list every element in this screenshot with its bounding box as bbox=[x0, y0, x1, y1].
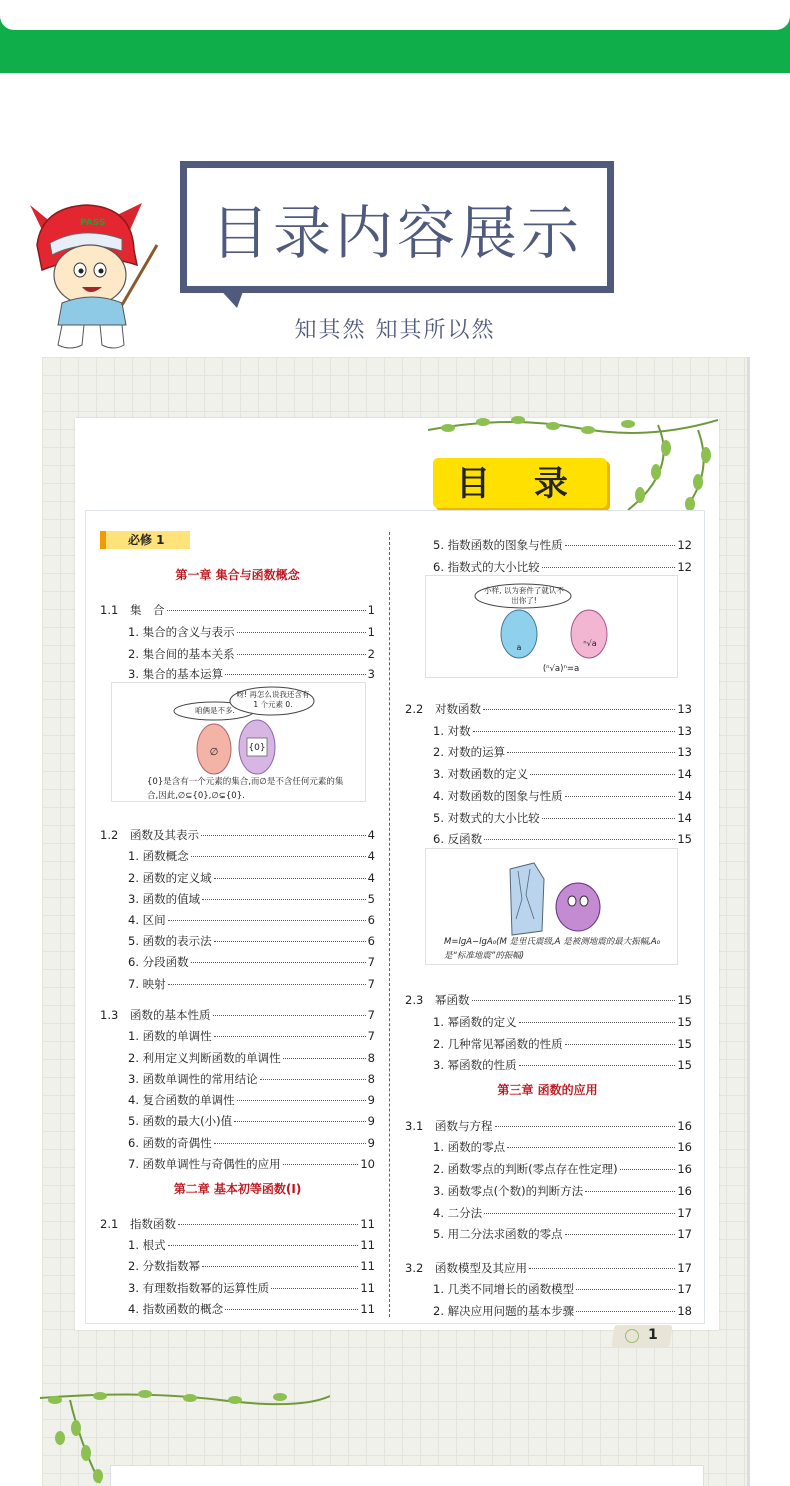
quake-illustration bbox=[425, 848, 678, 965]
toc-entry[interactable] bbox=[433, 1205, 692, 1221]
leader-dots bbox=[202, 1266, 358, 1267]
leader-dots bbox=[542, 818, 676, 819]
toc-entry[interactable] bbox=[433, 537, 692, 553]
leader-dots bbox=[283, 1164, 359, 1165]
toc-entry[interactable] bbox=[128, 1258, 375, 1274]
toc-entry-page: 15 bbox=[677, 832, 692, 846]
toc-entry[interactable] bbox=[433, 810, 692, 826]
toc-entry[interactable] bbox=[100, 827, 375, 843]
toc-entry-title: 5. 对数式的大小比较 bbox=[433, 811, 540, 825]
set-caption: {0}是含有一个元素的集合,而∅是不含任何元素的集合,因此,∅⊆{0},∅⊊{0}. bbox=[147, 777, 344, 801]
toc-entry-page: 13 bbox=[677, 702, 692, 716]
toc-entry-title: 2. 利用定义判断函数的单调性 bbox=[128, 1051, 281, 1065]
leader-dots bbox=[260, 1079, 366, 1080]
leader-dots bbox=[168, 1245, 359, 1246]
toc-entry-number: 2.2 bbox=[405, 702, 424, 716]
toc-entry-page: 6 bbox=[367, 934, 375, 948]
toc-entry[interactable] bbox=[128, 1301, 375, 1317]
vine-decoration-bottom bbox=[40, 1388, 330, 1486]
page-number-box bbox=[611, 1325, 672, 1347]
toc-entry-title: 6. 函数的奇偶性 bbox=[128, 1136, 212, 1150]
toc-entry-page: 14 bbox=[677, 789, 692, 803]
leader-dots bbox=[519, 1065, 676, 1066]
toc-entry-title: 1. 对数 bbox=[433, 724, 471, 738]
toc-entry-title: 3. 函数单调性的常用结论 bbox=[128, 1072, 258, 1086]
toc-entry-title: 3. 函数的值域 bbox=[128, 892, 201, 906]
leader-dots bbox=[201, 835, 366, 836]
toc-entry-page: 11 bbox=[360, 1281, 375, 1295]
toc-entry-title: 4. 复合函数的单调性 bbox=[128, 1093, 235, 1107]
toc-entry-page: 1 bbox=[367, 625, 375, 639]
toc-entry-number: 3.1 bbox=[405, 1119, 424, 1133]
toc-entry[interactable] bbox=[100, 1007, 375, 1023]
leader-dots bbox=[542, 567, 676, 568]
toc-entry[interactable] bbox=[433, 744, 692, 760]
toc-entry-page: 16 bbox=[677, 1184, 692, 1198]
toc-entry[interactable] bbox=[128, 848, 375, 864]
toc-entry-title: 1. 函数概念 bbox=[128, 849, 189, 863]
toc-entry-title: 6. 指数式的大小比较 bbox=[433, 560, 540, 574]
leader-dots bbox=[484, 839, 675, 840]
leader-dots bbox=[620, 1169, 676, 1170]
toc-entry-page: 11 bbox=[360, 1238, 375, 1252]
toc-entry-title: 函数模型及其应用 bbox=[435, 1261, 527, 1275]
toc-entry-page: 18 bbox=[677, 1304, 692, 1318]
root-label-a: a bbox=[516, 643, 522, 652]
toc-entry-title: 6. 反函数 bbox=[433, 832, 483, 846]
toc-entry-title: 3. 对数函数的定义 bbox=[433, 767, 529, 781]
leader-dots bbox=[585, 1191, 675, 1192]
toc-entry-title: 对数函数 bbox=[435, 702, 481, 716]
toc-entry-title: 4. 指数函数的概念 bbox=[128, 1302, 224, 1316]
leader-dots bbox=[473, 731, 676, 732]
toc-entry[interactable] bbox=[405, 1118, 692, 1134]
toc-entry[interactable] bbox=[128, 976, 375, 992]
toc-entry-page: 2 bbox=[367, 647, 375, 661]
top-green-bar bbox=[0, 0, 790, 73]
toc-entry-page: 12 bbox=[677, 538, 692, 552]
toc-entry-page: 4 bbox=[367, 849, 375, 863]
root-label-nth: ⁿ√a bbox=[583, 639, 597, 648]
leader-dots bbox=[214, 1036, 366, 1037]
set-bubble-left: 咱俩是不多. bbox=[195, 706, 235, 715]
leader-dots bbox=[495, 1126, 676, 1127]
toc-entry[interactable] bbox=[433, 559, 692, 575]
toc-entry-title: 3. 集合的基本运算 bbox=[128, 667, 224, 681]
toc-entry-page: 16 bbox=[677, 1119, 692, 1133]
toc-entry[interactable] bbox=[128, 1237, 375, 1253]
leader-dots bbox=[507, 752, 675, 753]
toc-entry[interactable] bbox=[433, 1036, 692, 1052]
toc-entry-title: 1. 根式 bbox=[128, 1238, 166, 1252]
toc-entry-title: 幂函数 bbox=[435, 993, 470, 1007]
toc-entry[interactable] bbox=[433, 1161, 692, 1177]
toc-entry-page: 1 bbox=[367, 603, 375, 617]
toc-entry[interactable] bbox=[100, 602, 375, 618]
leader-dots bbox=[565, 1234, 676, 1235]
toc-entry-page: 8 bbox=[367, 1072, 375, 1086]
toc-entry-title: 4. 二分法 bbox=[433, 1206, 483, 1220]
toc-entry-title: 1. 几类不同增长的函数模型 bbox=[433, 1282, 575, 1296]
toc-entry-title: 5. 用二分法求函数的零点 bbox=[433, 1227, 563, 1241]
toc-entry-title: 函数的基本性质 bbox=[130, 1008, 211, 1022]
top-white-strip bbox=[0, 0, 790, 30]
toc-entry[interactable] bbox=[128, 646, 375, 662]
title-banner bbox=[180, 161, 614, 293]
toc-entry[interactable] bbox=[405, 1260, 692, 1276]
toc-entry[interactable] bbox=[433, 766, 692, 782]
toc-entry-page: 14 bbox=[677, 811, 692, 825]
toc-entry[interactable] bbox=[433, 1139, 692, 1155]
toc-entry-page: 6 bbox=[367, 913, 375, 927]
leader-dots bbox=[565, 796, 676, 797]
leader-dots bbox=[484, 1213, 675, 1214]
toc-entry-title: 7. 映射 bbox=[128, 977, 166, 991]
toc-entry-page: 7 bbox=[367, 1029, 375, 1043]
leader-dots bbox=[271, 1288, 358, 1289]
toc-entry-title: 2. 函数的定义域 bbox=[128, 871, 212, 885]
toc-entry-title: 4. 对数函数的图象与性质 bbox=[433, 789, 563, 803]
toc-entry-page: 4 bbox=[367, 828, 375, 842]
toc-entry-page: 17 bbox=[677, 1282, 692, 1296]
toc-entry[interactable] bbox=[128, 1050, 375, 1066]
toc-entry[interactable] bbox=[128, 624, 375, 640]
toc-entry-title: 1. 集合的含义与表示 bbox=[128, 625, 235, 639]
toc-entry-page: 17 bbox=[677, 1261, 692, 1275]
toc-entry-title: 2. 解决应用问题的基本步骤 bbox=[433, 1304, 575, 1318]
leader-dots bbox=[168, 920, 366, 921]
toc-entry[interactable] bbox=[128, 1280, 375, 1296]
leader-dots bbox=[168, 984, 366, 985]
section-tag: 必修 1 bbox=[100, 531, 190, 549]
toc-entry[interactable] bbox=[100, 1216, 375, 1232]
toc-entry[interactable] bbox=[433, 831, 692, 847]
toc-entry[interactable] bbox=[433, 1183, 692, 1199]
toc-entry-page: 8 bbox=[367, 1051, 375, 1065]
toc-entry[interactable] bbox=[128, 933, 375, 949]
toc-entry[interactable] bbox=[433, 1281, 692, 1297]
toc-entry-page: 12 bbox=[677, 560, 692, 574]
leader-dots bbox=[191, 962, 366, 963]
toc-entry[interactable] bbox=[405, 701, 692, 717]
toc-entry-number: 2.1 bbox=[100, 1217, 119, 1231]
leader-dots bbox=[214, 941, 366, 942]
toc-entry-page: 7 bbox=[367, 977, 375, 991]
toc-entry-page: 17 bbox=[677, 1206, 692, 1220]
leader-dots bbox=[214, 1143, 366, 1144]
banner-title: 目录内容展示 bbox=[210, 199, 583, 267]
contents-heading: 目 录 bbox=[433, 458, 607, 508]
leader-dots bbox=[283, 1058, 366, 1059]
toc-entry-title: 2. 分数指数幂 bbox=[128, 1259, 201, 1273]
page-number: 1 bbox=[648, 1327, 658, 1343]
leader-dots bbox=[234, 1121, 366, 1122]
toc-entry-page: 7 bbox=[367, 1008, 375, 1022]
chapter-3-title[interactable]: 第三章 函数的应用 bbox=[497, 1083, 598, 1097]
toc-entry-page: 9 bbox=[367, 1093, 375, 1107]
toc-entry-title: 3. 有理数指数幂的运算性质 bbox=[128, 1281, 270, 1295]
set-illustration bbox=[111, 682, 366, 802]
toc-entry-page: 3 bbox=[367, 667, 375, 681]
toc-entry-page: 4 bbox=[367, 871, 375, 885]
toc-entry[interactable] bbox=[128, 1071, 375, 1087]
toc-entry-title: 2. 函数零点的判断(零点存在性定理) bbox=[433, 1162, 618, 1176]
leader-dots bbox=[225, 1309, 358, 1310]
leader-dots bbox=[576, 1311, 675, 1312]
leader-dots bbox=[191, 856, 366, 857]
toc-entry-page: 13 bbox=[677, 745, 692, 759]
toc-entry[interactable] bbox=[128, 912, 375, 928]
toc-entry[interactable] bbox=[128, 954, 375, 970]
toc-entry-page: 16 bbox=[677, 1162, 692, 1176]
leader-dots bbox=[483, 709, 675, 710]
toc-entry[interactable] bbox=[433, 723, 692, 739]
leader-dots bbox=[530, 774, 675, 775]
cap-label: PASS bbox=[80, 218, 106, 228]
toc-entry-title: 1. 函数的单调性 bbox=[128, 1029, 212, 1043]
toc-entry-page: 15 bbox=[677, 993, 692, 1007]
leader-dots bbox=[237, 632, 366, 633]
chapter-2-title[interactable]: 第二章 基本初等函数(Ⅰ) bbox=[173, 1182, 302, 1196]
leader-dots bbox=[237, 1100, 366, 1101]
column-divider bbox=[389, 532, 390, 1317]
toc-entry-title: 5. 函数的表示法 bbox=[128, 934, 212, 948]
toc-entry[interactable] bbox=[128, 1113, 375, 1129]
toc-entry-title: 3. 函数零点(个数)的判断方法 bbox=[433, 1184, 584, 1198]
toc-entry-page: 15 bbox=[677, 1015, 692, 1029]
toc-entry-number: 2.3 bbox=[405, 993, 424, 1007]
toc-entry[interactable] bbox=[433, 1226, 692, 1242]
leader-dots bbox=[565, 545, 676, 546]
toc-entry-title: 2. 集合间的基本关系 bbox=[128, 647, 235, 661]
toc-entry-page: 11 bbox=[360, 1217, 375, 1231]
toc-entry-page: 14 bbox=[677, 767, 692, 781]
toc-entry-page: 16 bbox=[677, 1140, 692, 1154]
toc-entry-title: 3. 幂函数的性质 bbox=[433, 1058, 517, 1072]
chapter-1-title[interactable]: 第一章 集合与函数概念 bbox=[175, 568, 300, 582]
toc-entry-title: 2. 几种常见幂函数的性质 bbox=[433, 1037, 563, 1051]
toc-entry-page: 9 bbox=[367, 1136, 375, 1150]
toc-entry[interactable] bbox=[128, 1028, 375, 1044]
toc-entry-page: 7 bbox=[367, 955, 375, 969]
set-bubble-right: 呀! 再怎么说我还含有 1 个元素 0. bbox=[236, 690, 310, 709]
toc-entry-title: 4. 区间 bbox=[128, 913, 166, 927]
root-bubble: 小样, 以为套件了就认不出你了! bbox=[484, 586, 564, 605]
toc-entry[interactable] bbox=[128, 1092, 375, 1108]
toc-entry[interactable] bbox=[433, 1057, 692, 1073]
banner-subtitle: 知其然 知其所以然 bbox=[294, 318, 496, 343]
toc-entry-number: 3.2 bbox=[405, 1261, 424, 1275]
leader-dots bbox=[565, 1044, 676, 1045]
zero-set-label: {0} bbox=[248, 743, 266, 753]
root-illustration bbox=[425, 575, 678, 678]
toc-entry-title: 指数函数 bbox=[130, 1217, 176, 1231]
toc-entry[interactable] bbox=[433, 788, 692, 804]
toc-entry[interactable] bbox=[128, 666, 375, 682]
leader-dots bbox=[472, 1000, 676, 1001]
toc-entry-page: 11 bbox=[360, 1259, 375, 1273]
toc-entry-page: 5 bbox=[367, 892, 375, 906]
toc-entry-title: 函数及其表示 bbox=[130, 828, 199, 842]
empty-set-label: ∅ bbox=[209, 747, 219, 758]
toc-entry[interactable] bbox=[433, 1014, 692, 1030]
leader-dots bbox=[225, 674, 366, 675]
toc-entry-page: 15 bbox=[677, 1058, 692, 1072]
toc-entry[interactable] bbox=[405, 992, 692, 1008]
toc-entry-title: 函数与方程 bbox=[435, 1119, 493, 1133]
leader-dots bbox=[214, 878, 366, 879]
toc-entry-title: 2. 对数的运算 bbox=[433, 745, 506, 759]
toc-entry-page: 11 bbox=[360, 1302, 375, 1316]
page-logo-icon bbox=[625, 1329, 639, 1343]
toc-entry-title: 6. 分段函数 bbox=[128, 955, 189, 969]
toc-entry-title: 7. 函数单调性与奇偶性的应用 bbox=[128, 1157, 281, 1171]
toc-entry-page: 10 bbox=[360, 1157, 375, 1171]
toc-entry-number: 1.3 bbox=[100, 1008, 119, 1022]
toc-entry-page: 13 bbox=[677, 724, 692, 738]
leader-dots bbox=[167, 610, 366, 611]
toc-entry-title: 1. 幂函数的定义 bbox=[433, 1015, 517, 1029]
leader-dots bbox=[237, 654, 366, 655]
toc-entry-title: 1. 函数的零点 bbox=[433, 1140, 506, 1154]
quake-caption: M=lgA−lgA₀(M 是里氏震级,A 是被测地震的最大振幅,A₀是“标准地震”的振幅) bbox=[444, 937, 661, 961]
toc-entry[interactable] bbox=[433, 1303, 692, 1319]
leader-dots bbox=[576, 1289, 675, 1290]
toc-entry[interactable] bbox=[128, 870, 375, 886]
leader-dots bbox=[519, 1022, 676, 1023]
toc-entry-title: 集 合 bbox=[130, 603, 165, 617]
toc-entry-page: 9 bbox=[367, 1114, 375, 1128]
toc-entry[interactable] bbox=[128, 1135, 375, 1151]
leader-dots bbox=[507, 1147, 675, 1148]
toc-entry-title: 5. 函数的最大(小)值 bbox=[128, 1114, 233, 1128]
leader-dots bbox=[529, 1268, 675, 1269]
toc-entry[interactable] bbox=[128, 891, 375, 907]
toc-entry[interactable] bbox=[128, 1156, 375, 1172]
toc-entry-title: 5. 指数函数的图象与性质 bbox=[433, 538, 563, 552]
leader-dots bbox=[178, 1224, 358, 1225]
root-caption: (ⁿ√a)ⁿ=a bbox=[542, 664, 580, 674]
toc-entry-number: 1.1 bbox=[100, 603, 119, 617]
toc-entry-page: 17 bbox=[677, 1227, 692, 1241]
toc-entry-page: 15 bbox=[677, 1037, 692, 1051]
leader-dots bbox=[202, 899, 366, 900]
leader-dots bbox=[213, 1015, 366, 1016]
toc-entry-number: 1.2 bbox=[100, 828, 119, 842]
